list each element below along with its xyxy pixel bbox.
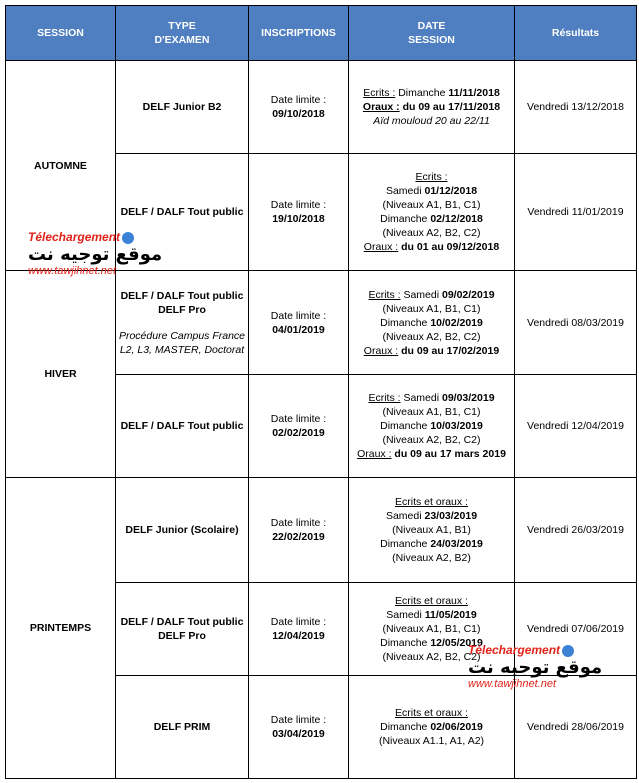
result-date: Vendredi 28/06/2019 [515,676,637,779]
result-date: Vendredi 08/03/2019 [515,271,637,375]
inscription-deadline: Date limite : 04/01/2019 [249,271,349,375]
exam-type: DELF Junior (Scolaire) [116,478,249,583]
watermark-arabic-text: موقع توجيه نت [468,657,603,678]
header-resultats: Résultats [515,6,637,61]
session-dates: Ecrits et oraux : Samedi 11/05/2019 (Niveaux A1, B1, C1) Dimanche 12/05/2019 (Niveaux A2, B2, C2) [349,583,515,676]
exam-type: DELF / DALF Tout public DELF Pro [116,583,249,676]
inscription-deadline: Date limite : 03/04/2019 [249,676,349,779]
table-row [6,478,637,583]
result-date: Vendredi 13/12/2018 [515,61,637,154]
inscription-deadline: Date limite : 09/10/2018 [249,61,349,154]
watermark-tele-text: Télechargement [468,643,561,657]
session-dates: Ecrits et oraux : Dimanche 02/06/2019 (Niveaux A1.1, A1, A2) [349,676,515,779]
result-date: Vendredi 11/01/2019 [515,154,637,271]
exam-type: DELF / DALF Tout public DELF Pro Procédure Campus France L2, L3, MASTER, Doctorat [116,271,249,375]
session-dates: Ecrits : Samedi 01/12/2018 (Niveaux A1, B1, C1) Dimanche 02/12/2018 (Niveaux A2, B2, C2) Oraux : du 01 au 09/12/2018 [349,154,515,271]
session-dates: Ecrits et oraux : Samedi 23/03/2019 (Niveaux A1, B1) Dimanche 24/03/2019 (Niveaux A2, B2) [349,478,515,583]
result-date: Vendredi 12/04/2019 [515,375,637,478]
header-type: TYPE D'EXAMEN [116,6,249,61]
table-row [6,271,637,375]
exam-type: DELF / DALF Tout public [116,154,249,271]
header-inscriptions: INSCRIPTIONS [249,6,349,61]
watermark-arabic-text: موقع توجيه نت [28,244,163,265]
session-hiver: HIVER [6,271,116,478]
header-row [6,6,637,61]
exam-schedule-table [5,5,637,779]
watermark-tele-text: Télechargement [28,230,121,244]
session-printemps: PRINTEMPS [6,478,116,779]
result-date: Vendredi 07/06/2019 [515,583,637,676]
watermark-url-text: www.tawjihnet.net [28,265,117,277]
session-dates: Ecrits : Dimanche 11/11/2018 Oraux : du 09 au 17/11/2018 Aïd mouloud 20 au 22/11 [349,61,515,154]
session-automne: AUTOMNE [6,61,116,271]
table-row [6,61,637,154]
result-date: Vendredi 26/03/2019 [515,478,637,583]
header-date: DATE SESSION [349,6,515,61]
procedure-note: Procédure Campus France L2, L3, MASTER, Doctorat [118,329,246,356]
exam-type: DELF Junior B2 [116,61,249,154]
session-dates: Ecrits : Samedi 09/03/2019 (Niveaux A1, B1, C1) Dimanche 10/03/2019 (Niveaux A2, B2, C2) Oraux : du 09 au 17 mars 2019 [349,375,515,478]
session-dates: Ecrits : Samedi 09/02/2019 (Niveaux A1, B1, C1) Dimanche 10/02/2019 (Niveaux A2, B2, C2) Oraux : du 09 au 17/02/2019 [349,271,515,375]
inscription-deadline: Date limite : 02/02/2019 [249,375,349,478]
header-session: SESSION [6,6,116,61]
exam-type: DELF PRIM [116,676,249,779]
watermark-url-text: www.tawjihnet.net [468,678,557,690]
inscription-deadline: Date limite : 19/10/2018 [249,154,349,271]
exam-type: DELF / DALF Tout public [116,375,249,478]
inscription-deadline: Date limite : 22/02/2019 [249,478,349,583]
inscription-deadline: Date limite : 12/04/2019 [249,583,349,676]
